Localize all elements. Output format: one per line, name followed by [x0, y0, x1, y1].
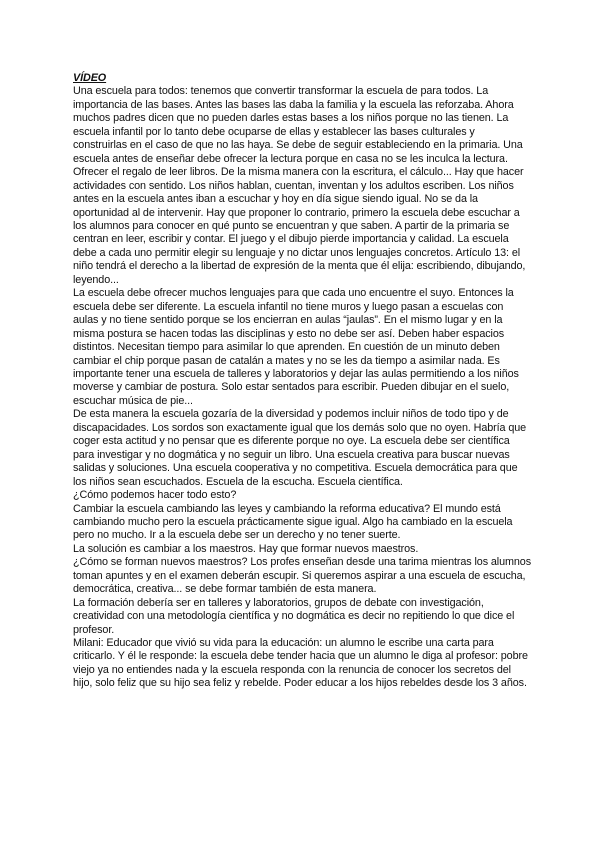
paragraph-diversidad: De esta manera la escuela gozaría de la diversidad y podemos incluir niños de todo tipo y de discapacidades. Los sordos son exactamente igual que los demás solo que no oyen. Habría que coger esta actitud y no pensar que es diferente porque no oye. La escuela debe ser científica para investigar y no dogmática y no seguir un libro. Una escuela creativa para buscar nuevas salidas y soluciones. Una escuela cooperativa y no competitiva. Escuela democrática para que los niños sean escuchados. Escuela de la escucha. Escuela científica. [73, 408, 527, 488]
paragraph-milani: Milani: Educador que vivió su vida para la educación: un alumno le escribe una carta para criticarlo. Y él le responde: la escuela debe tender hacia que un alumno le diga al profesor: pobre viejo ya no entiendes nada y la escuela responda con la renuncia de conocer los secretos del hijo, solo feliz que su hijo sea feliz y rebelde. Poder educar a los hijos rebeldes desde los 3 años. [73, 637, 528, 690]
document-page [73, 72, 531, 691]
paragraph-formar-maestros: ¿Cómo se forman nuevos maestros? Los profes enseñan desde una tarima mientras los alumnos toman apuntes y en el examen deberán escupir. Si queremos aspirar a una escuela de escucha, democrática, creativa... se debe formar también de esta manera. [73, 556, 532, 596]
paragraph-escuela-para-todos: Una escuela para todos: tenemos que convertir transformar la escuela de para todos. La importancia de las bases. Antes las bases las daba la familia y la escuela las reforzaba. Ahora muchos padres dicen que no pueden darles estas bases a los niños porque no las tienen. La escuela infantil por lo tanto debe ocuparse de ellas y establecer las bases culturales y construirlas en el caso de que no las haya. Se debe de seguir estableciendo en la primaria. Una escuela antes de enseñar debe ofrecer la lectura porque en casa no se les inculca la lectura. Ofrecer el regalo de leer libros. De la misma manera con la escritura, el cálculo... Hay que hacer actividades con sentido. Los niños hablan, cuentan, inventan y los adultos escriben. Los niños antes en la escuela antes iban a escuchar y hoy en día sigue siendo igual. No se da la oportunidad al de intervenir. Hay que proponer lo contrario, primero la escuela debe escuchar a los alumnos para conocer en qué punto se encuentran y que saben. A partir de la primaria se centran en leer, escribir y contar. El juego y el dibujo pierde importancia y calidad. La escuela debe a cada uno permitir elegir su lenguaje y no dictar unos lenguajes concretos. Artículo 13: el niño tendrá el derecho a la libertad de expresión de la menta que él elija: escribiendo, dibujando, leyendo... [73, 85, 526, 286]
paragraph-cambiar-leyes: Cambiar la escuela cambiando las leyes y cambiando la reforma educativa? El mundo está cambiando mucho pero la escuela prácticamente sigue igual. Algo ha cambiado en la escuela pero no mucho. Ir a la escuela debe ser un derecho y no tener suerte. [73, 502, 513, 542]
paragraph-solucion-maestros: La solución es cambiar a los maestros. Hay que formar nuevos maestros. [73, 542, 419, 555]
paragraph-formacion-talleres: La formación debería ser en talleres y laboratorios, grupos de debate con investigación, creatividad con una metodología científica y no dogmática es decir no repitiendo lo que dice el profesor. [73, 596, 515, 636]
paragraph-question-como: ¿Cómo podemos hacer todo esto? [73, 489, 237, 502]
document-title: VÍDEO [73, 72, 107, 84]
paragraph-muchos-lenguajes: La escuela debe ofrecer muchos lenguajes para que cada uno encuentre el suyo. Entonces la escuela debe ser diferente. La escuela infantil no tiene muros y luego pasan a escuelas con aulas y no tiene sentido porque se los encierran en aulas “jaulas”. En el mismo lugar y en la misma postura se hacen todas las disciplinas y esto no debe ser así. Deben haber espacios distintos. Necesitan tiempo para asimilar lo que aprenden. En cuestión de un minuto deben cambiar el chip porque pasan de catalán a mates y no se les da tiempo a asimilar nada. Es importante tener una escuela de talleres y laboratorios y dejar las aulas permitiendo a los niños moverse y cambiar de postura. Solo estar sentados para escribir. Pueden dibujar en el suelo, escuchar música de pie... [73, 287, 519, 407]
